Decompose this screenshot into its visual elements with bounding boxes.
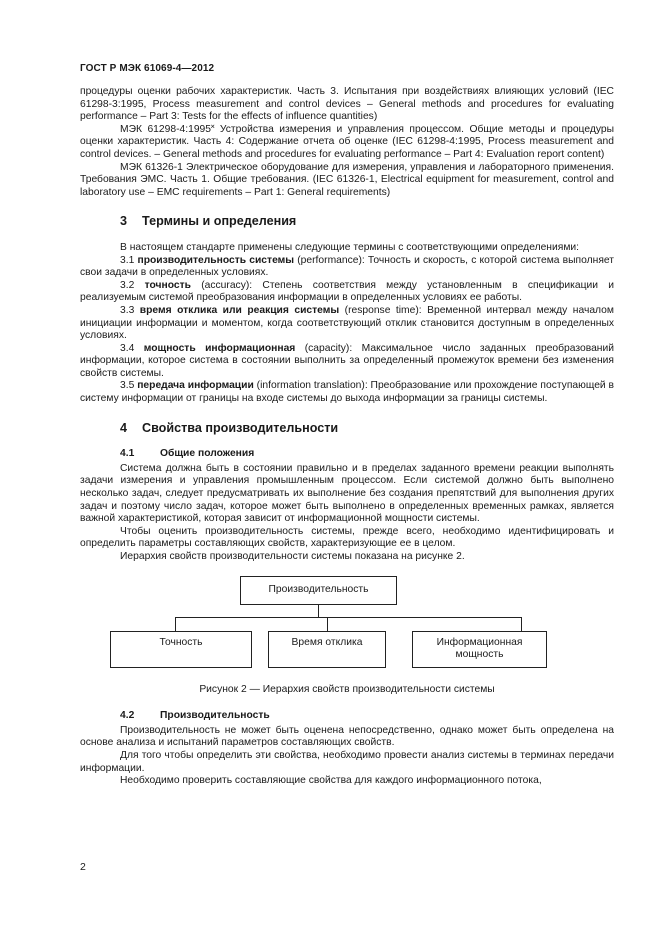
term-number: 3.5: [120, 380, 135, 392]
section-3-intro: В настоящем стандарте применены следующие термины с соответствующими определениями:: [120, 241, 580, 253]
subsection-4-2-paragraph-1: Производительность не может быть оценена непосредственно, однако может быть определена на основе анализа и испытаний параметров составляющих свойств.: [80, 724, 614, 749]
term-name: передача информации: [137, 380, 254, 392]
subsection-4-1-title: Общие положения: [160, 448, 255, 460]
term-definition: (performance): Точность и скорость, с которой система выполняет свои задачи в определенных условиях.: [80, 254, 614, 279]
diagram-connector: [521, 617, 522, 631]
intro-paragraph-1: процедуры оценки рабочих характеристик. Часть 3. Испытания при воздействиях влияющих условий (IEC 61298-3:1995, Process measurement and control devices – General methods and procedures for evaluating performance – Part 3: Tests for the effects of influence quantities): [80, 86, 614, 123]
document-header: ГОСТ Р МЭК 61069-4—2012: [80, 63, 215, 74]
diagram-box-accuracy: Точность: [110, 631, 252, 668]
term-name: время отклика или реакция системы: [139, 304, 340, 316]
term-number: 3.3: [120, 304, 135, 316]
term-3-5: [80, 380, 614, 405]
term-definition: (capacity): Максимальное число заданных преобразований информации, которое система в состоянии выполнить за определенный промежуток времени без изменения свойств системы.: [80, 342, 614, 379]
section-4-number: 4: [120, 420, 128, 435]
subsection-4-1-paragraph-1: Система должна быть в состоянии правильно и в пределах заданного времени реакции выполнять задачи измерения и управления промышленным процессом. Если системой должно быть выполнено несколько задач, следует предусматривать их выполнение без создания препятствий для выполнения других задач и поэтому число задач, которое может быть выполнено в определенных временных рамках, является важной характеристикой, которая зависит от информационной мощности системы.: [80, 462, 614, 525]
intro-paragraph-3: МЭК 61326-1 Электрическое оборудование для измерения, управления и лабораторного применения. Требования ЭМС. Часть 1. Общие требования. (IEC 61326-1, Electrical equipment for measurement, control and laboratory use – EMC requirements – Part 1: General requirements): [80, 161, 614, 198]
intro-paragraph-2: МЭК 61298-4:1995˟ Устройства измерения и управления процессом. Общие методы и процедуры оценки характеристик. Часть 4: Содержание отчета об оценке (IEC 61298-4:1995, Process measurement and control devices. – General methods and procedures for evaluating performance – Part 4: Evaluation report content): [80, 123, 614, 160]
term-number: 3.2: [120, 279, 135, 291]
hierarchy-diagram: [80, 576, 614, 680]
term-3-3: [80, 305, 614, 343]
diagram-connector: [175, 617, 176, 631]
subsection-4-2-number: 4.2: [120, 710, 135, 722]
term-definition: (information translation): Преобразование или прохождение поступающей в систему информации от границы на входе системы до выхода информации за границы системы.: [80, 380, 615, 405]
subsection-4-2-paragraph-3: Необходимо проверить составляющие свойства для каждого информационного потока,: [120, 775, 542, 787]
section-3-number: 3: [120, 214, 128, 229]
section-3-title: Термины и определения: [142, 214, 297, 229]
subsection-4-1-paragraph-2: Чтобы оценить производительность системы, прежде всего, необходимо идентифицировать и определить параметры составляющих свойств, характеризующие ее в целом.: [80, 525, 614, 550]
page-number: 2: [80, 861, 86, 873]
diagram-box-capacity: [412, 631, 547, 668]
term-name: мощность информационная: [143, 342, 296, 354]
term-3-2: [80, 280, 614, 305]
section-4-title: Свойства производительности: [142, 420, 339, 435]
term-definition: (accuracy): Степень соответствия между установленным в спецификации и реализуемым системой преобразования информации в определенных условиях ее работы.: [80, 279, 614, 304]
diagram-connector: [175, 617, 521, 618]
term-number: 3.4: [120, 342, 135, 354]
subsection-4-2-paragraph-2: Для того чтобы определить эти свойства, необходимо провести анализ системы в терминах передачи информации.: [80, 749, 614, 774]
diagram-box-capacity-line-2: мощность: [455, 649, 504, 661]
diagram-box-response-time: Время отклика: [268, 631, 386, 668]
term-definition: (response time): Временной интервал между началом инициации информации и моментом, когда соответствующий отклик становится доступным в определенных условиях.: [80, 304, 614, 342]
subsection-4-1-heading: [120, 448, 614, 461]
subsection-4-2-title: Производительность: [160, 710, 270, 722]
term-3-4: [80, 343, 614, 381]
diagram-box-capacity-line-1: Информационная: [436, 636, 523, 648]
subsection-4-2-heading: [120, 710, 614, 723]
figure-caption: Рисунок 2 — Иерархия свойств производительности системы: [199, 683, 495, 695]
diagram-box-performance: Производительность: [240, 576, 397, 605]
term-3-1: [80, 255, 614, 280]
page-content: [80, 86, 614, 788]
term-name: производительность системы: [137, 254, 295, 266]
subsection-4-1-paragraph-3: Иерархия свойств производительности системы показана на рисунке 2.: [120, 551, 465, 562]
term-name: точность: [144, 279, 191, 291]
diagram-connector: [327, 617, 328, 631]
section-4-heading: [120, 422, 614, 435]
section-3-heading: [120, 215, 614, 228]
subsection-4-1-number: 4.1: [120, 448, 135, 460]
term-number: 3.1: [120, 254, 135, 266]
